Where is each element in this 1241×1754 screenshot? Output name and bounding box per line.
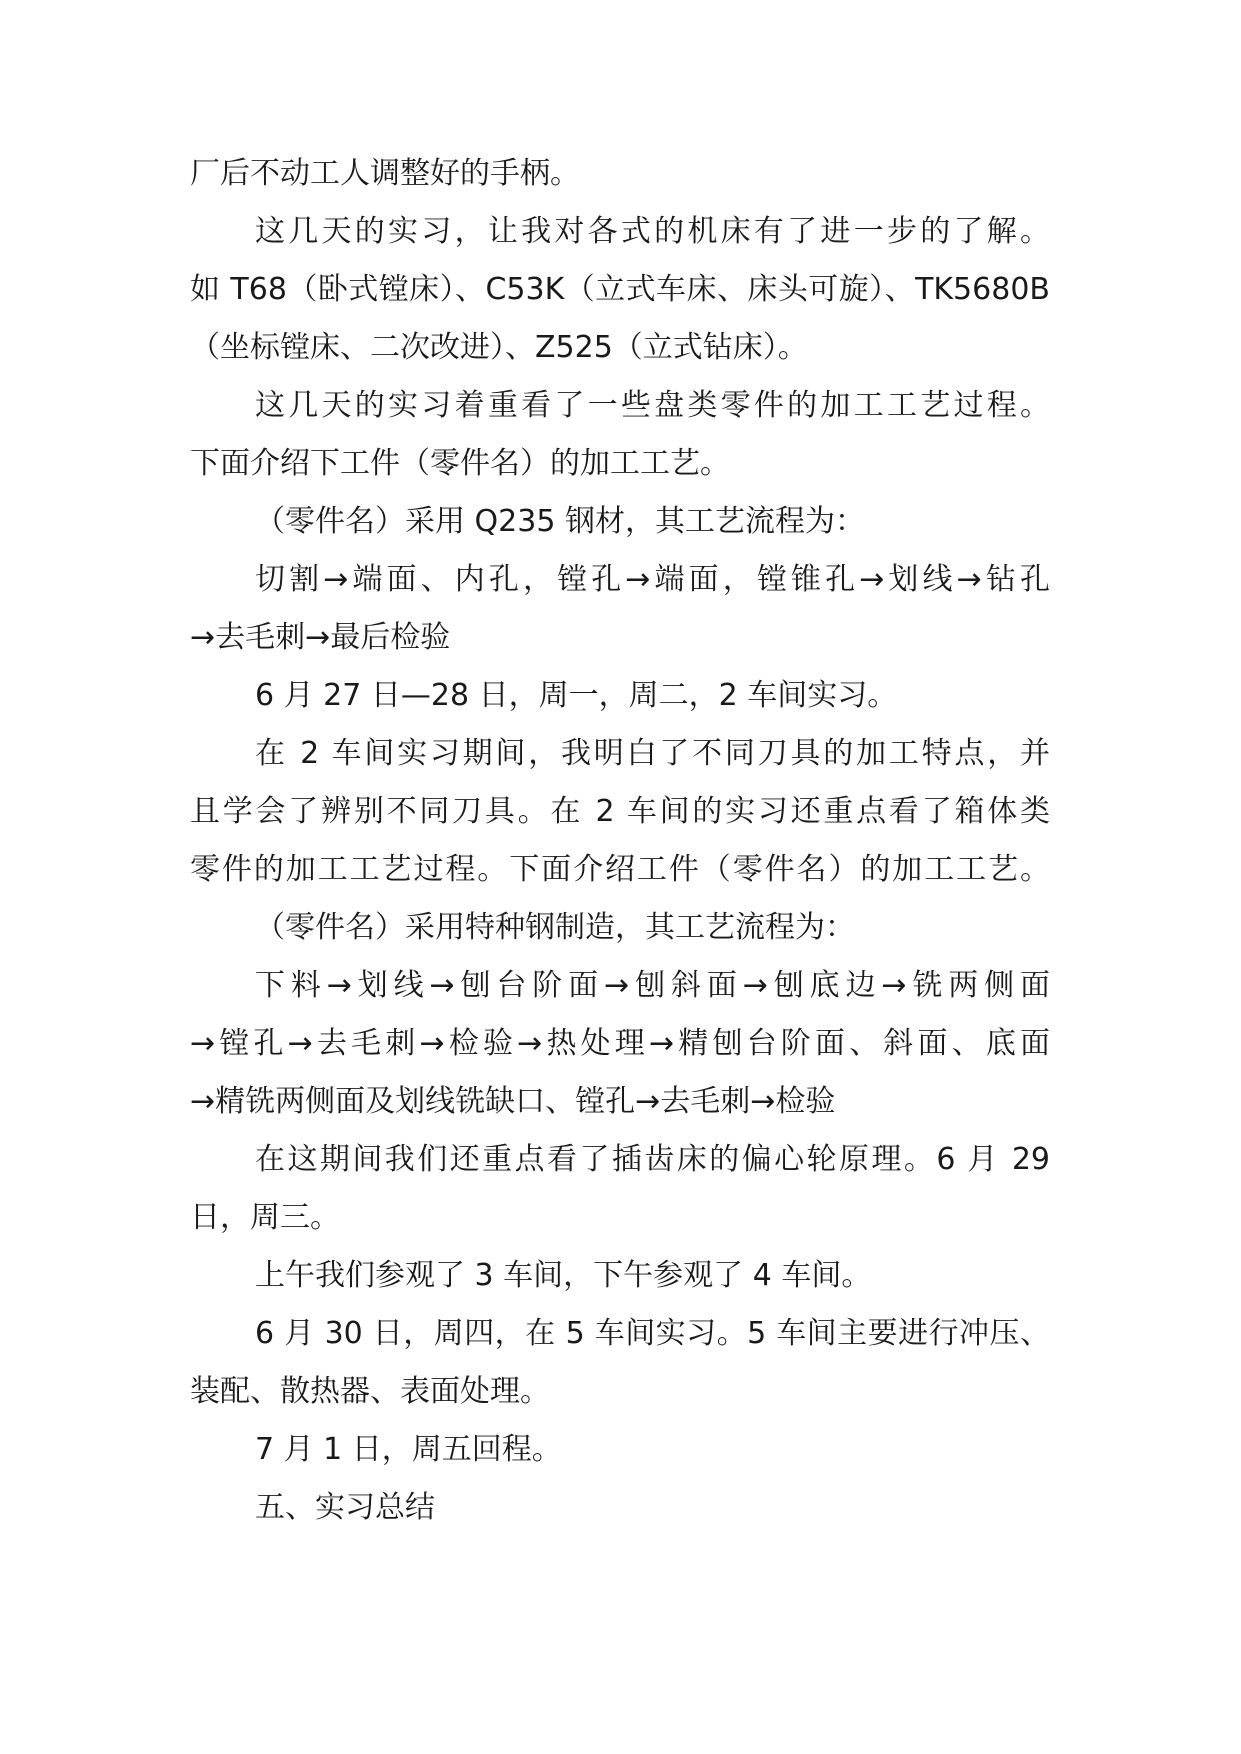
text-line: 6 月 30 日，周四，在 5 车间实习。5 车间主要进行冲压、 [255,1316,1050,1351]
text-line: 6 月 27 日—28 日，周一，周二，2 车间实习。 [255,678,898,713]
text-line: 下料→划线→刨台阶面→刨斜面→刨底边→铣两侧面 [255,968,1050,1003]
text-line: 7 月 1 日，周五回程。 [255,1432,562,1467]
text-line: 零件的加工工艺过程。下面介绍工件（零件名）的加工工艺。 [190,852,1050,887]
text-line: 切割→端面、内孔，镗孔→端面，镗锥孔→划线→钻孔 [255,562,1050,597]
text-line: 且学会了辨别不同刀具。在 2 车间的实习还重点看了箱体类 [190,794,1050,829]
text-line: 厂后不动工人调整好的手柄。 [190,156,580,191]
text-line: 在这期间我们还重点看了插齿床的偏心轮原理。6 月 29 [255,1142,1050,1177]
text-line: →镗孔→去毛刺→检验→热处理→精刨台阶面、斜面、底面 [190,1026,1050,1061]
text-line: 在 2 车间实习期间，我明白了不同刀具的加工特点，并 [255,736,1050,771]
text-line: 这几天的实习着重看了一些盘类零件的加工工艺过程。 [255,388,1050,423]
text-line: 这几天的实习，让我对各式的机床有了进一步的了解。 [255,214,1050,249]
text-line: 上午我们参观了 3 车间，下午参观了 4 车间。 [255,1258,872,1293]
text-line: →精铣两侧面及划线铣缺口、镗孔→去毛刺→检验 [190,1084,836,1119]
section-heading: 五、实习总结 [255,1490,435,1525]
text-line: （零件名）采用 Q235 钢材，其工艺流程为： [255,504,865,539]
text-line: 下面介绍下工件（零件名）的加工工艺。 [190,446,730,481]
text-line: 日，周三。 [190,1200,340,1235]
text-line: （零件名）采用特种钢制造，其工艺流程为： [255,910,855,945]
text-line: 装配、散热器、表面处理。 [190,1374,550,1409]
text-line: 如 T68（卧式镗床）、C53K（立式车床、床头可旋）、TK5680B [190,272,1050,307]
text-line: （坐标镗床、二次改进）、Z525（立式钻床）。 [190,330,808,365]
text-line: →去毛刺→最后检验 [190,620,451,655]
